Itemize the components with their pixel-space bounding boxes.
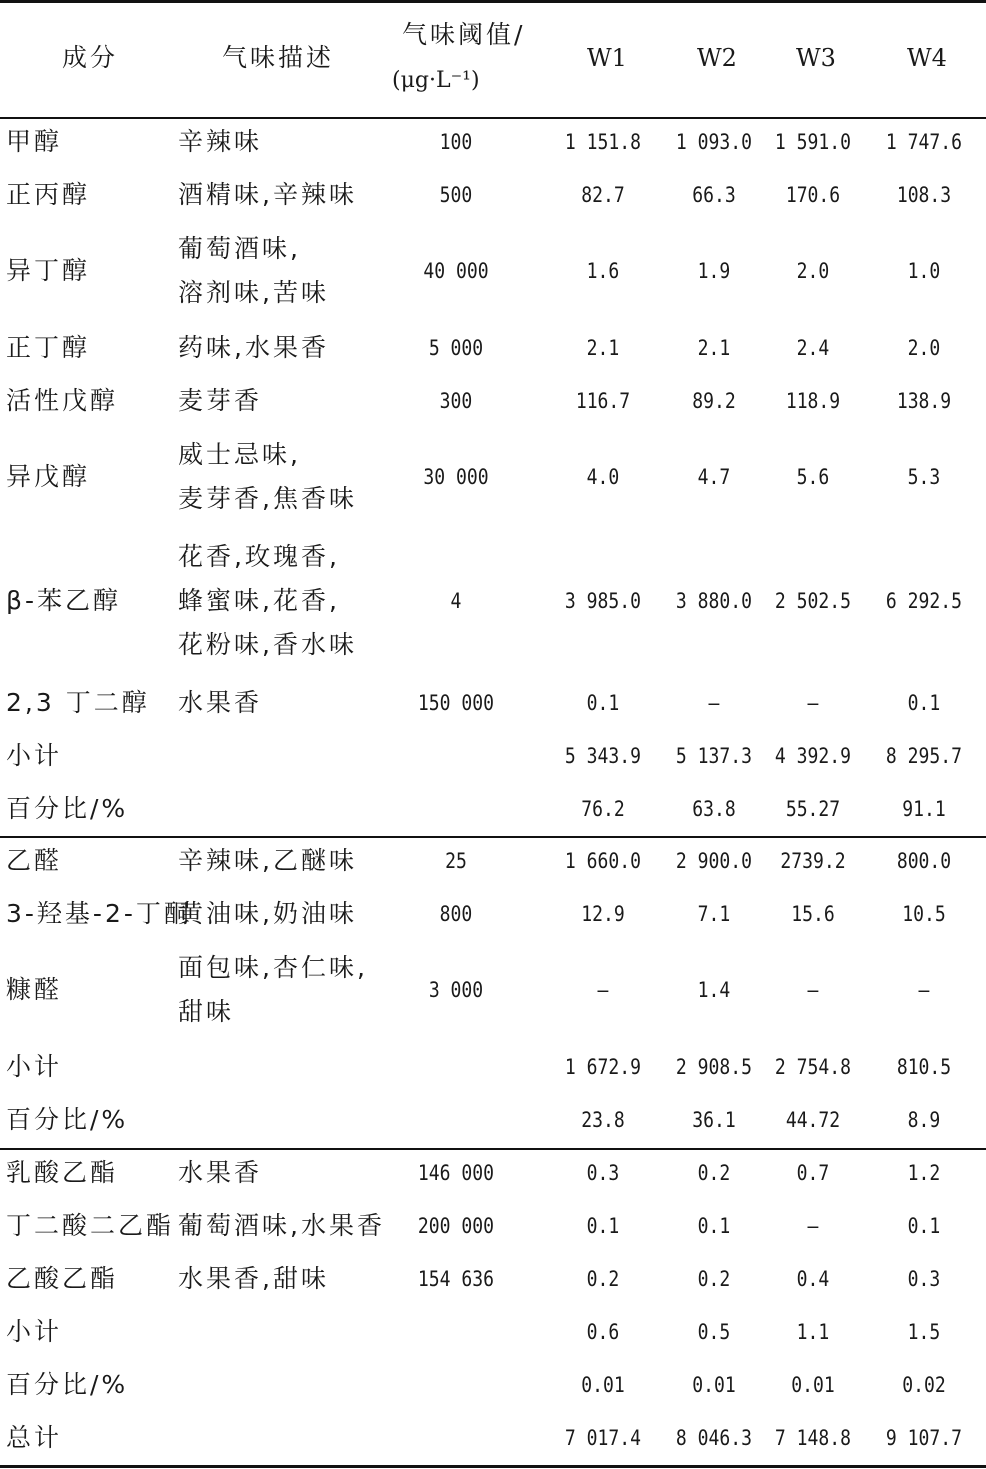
- row-component-name: 活性戊醇: [6, 386, 119, 415]
- row-w4-value: 8.9: [907, 1108, 941, 1132]
- row-w3-value: 1 591.0: [774, 130, 852, 154]
- row-component-name: 百分比/%: [6, 1105, 129, 1134]
- row-w3-value: 2 502.5: [774, 589, 852, 613]
- row-w4-value: 1 747.6: [885, 130, 963, 154]
- row-w2-value: 1.4: [697, 978, 731, 1002]
- row-w3-value: 2 754.8: [774, 1055, 852, 1079]
- row-odor-description: 水果香: [178, 688, 263, 717]
- row-w3-value: 0.7: [796, 1161, 830, 1185]
- row-component-name: 异戊醇: [6, 462, 91, 491]
- row-threshold-value: 150 000: [417, 691, 495, 715]
- row-component-name: β-苯乙醇: [6, 586, 121, 615]
- row-w2-value: 0.1: [697, 1214, 731, 1238]
- row-w2-value: 4.7: [697, 465, 731, 489]
- row-threshold-value: 4: [450, 589, 462, 613]
- row-threshold-value: 30 000: [423, 465, 489, 489]
- header-w3: W3: [796, 44, 836, 72]
- row-threshold-value: 300: [439, 389, 473, 413]
- row-threshold-value: 40 000: [423, 259, 489, 283]
- row-w4-value: 8 295.7: [885, 744, 963, 768]
- row-component-name: 小计: [6, 741, 63, 770]
- row-w3-value: 2739.2: [780, 849, 846, 873]
- table-top-rule: [0, 0, 986, 3]
- row-w1-value: 2.1: [586, 336, 620, 360]
- row-odor-description: 甜味: [178, 997, 235, 1026]
- row-w1-value: 0.3: [586, 1161, 620, 1185]
- row-w2-value: 2 908.5: [675, 1055, 753, 1079]
- row-w4-value: 1.5: [907, 1320, 941, 1344]
- row-component-name: 乳酸乙酯: [6, 1158, 119, 1187]
- row-component-name: 总计: [6, 1423, 63, 1452]
- row-odor-description: 花粉味,香水味: [178, 630, 357, 659]
- row-w1-value: 82.7: [581, 183, 625, 207]
- row-w1-value: 0.01: [581, 1373, 625, 1397]
- row-w3-value: 4 392.9: [774, 744, 852, 768]
- row-w1-value: 7 017.4: [564, 1426, 642, 1450]
- row-odor-description: 葡萄酒味,水果香: [178, 1211, 385, 1240]
- row-w2-value: 1 093.0: [675, 130, 753, 154]
- row-odor-description: 威士忌味,: [178, 440, 301, 469]
- row-w3-value: 5.6: [796, 465, 830, 489]
- row-w2-value: 2 900.0: [675, 849, 753, 873]
- row-w3-value: 118.9: [785, 389, 841, 413]
- header-odor: 气味描述: [222, 43, 335, 72]
- row-w1-value: 0.6: [586, 1320, 620, 1344]
- row-w1-value: 5 343.9: [564, 744, 642, 768]
- row-w1-value: 4.0: [586, 465, 620, 489]
- row-component-name: 正丁醇: [6, 333, 91, 362]
- row-w1-value: 0.1: [586, 691, 620, 715]
- section-rule-esters: [0, 1148, 986, 1150]
- row-threshold-value: 25: [445, 849, 467, 873]
- row-odor-description: 水果香,甜味: [178, 1264, 329, 1293]
- row-threshold-value: 500: [439, 183, 473, 207]
- row-w4-value: 108.3: [896, 183, 952, 207]
- row-component-name: 乙醛: [6, 846, 63, 875]
- row-w4-value: 0.3: [907, 1267, 941, 1291]
- row-w4-value: 800.0: [896, 849, 952, 873]
- row-w2-value: 0.01: [692, 1373, 736, 1397]
- row-w3-value: 15.6: [791, 902, 835, 926]
- row-odor-description: 麦芽香: [178, 386, 263, 415]
- row-w2-value: 66.3: [692, 183, 736, 207]
- row-component-name: 小计: [6, 1052, 63, 1081]
- row-w1-value: 0.2: [586, 1267, 620, 1291]
- row-threshold-value: 800: [439, 902, 473, 926]
- row-component-name: 百分比/%: [6, 1370, 129, 1399]
- row-component-name: 异丁醇: [6, 256, 91, 285]
- row-w2-value: 0.2: [697, 1161, 731, 1185]
- row-component-name: 百分比/%: [6, 794, 129, 823]
- row-odor-description: 麦芽香,焦香味: [178, 484, 357, 513]
- row-odor-description: 葡萄酒味,: [178, 234, 301, 263]
- row-w4-value: 0.1: [907, 691, 941, 715]
- row-odor-description: 黄油味,奶油味: [178, 899, 357, 928]
- row-w3-value: 55.27: [785, 797, 841, 821]
- row-w3-value: —: [807, 978, 819, 1002]
- row-w1-value: 12.9: [581, 902, 625, 926]
- row-w4-value: 138.9: [896, 389, 952, 413]
- row-w4-value: 810.5: [896, 1055, 952, 1079]
- row-w1-value: 1.6: [586, 259, 620, 283]
- row-w4-value: 0.1: [907, 1214, 941, 1238]
- row-w3-value: 2.0: [796, 259, 830, 283]
- row-threshold-value: 100: [439, 130, 473, 154]
- row-w2-value: 36.1: [692, 1108, 736, 1132]
- header-w4: W4: [907, 44, 947, 72]
- row-threshold-value: 200 000: [417, 1214, 495, 1238]
- row-component-name: 正丙醇: [6, 180, 91, 209]
- row-w2-value: 8 046.3: [675, 1426, 753, 1450]
- row-w3-value: —: [807, 691, 819, 715]
- table-bottom-rule: [0, 1465, 986, 1468]
- row-w4-value: 6 292.5: [885, 589, 963, 613]
- row-w4-value: 1.2: [907, 1161, 941, 1185]
- row-odor-description: 花香,玫瑰香,: [178, 542, 340, 571]
- row-w3-value: 7 148.8: [774, 1426, 852, 1450]
- row-w2-value: 0.2: [697, 1267, 731, 1291]
- row-w1-value: 76.2: [581, 797, 625, 821]
- row-w3-value: 44.72: [785, 1108, 841, 1132]
- row-w1-value: 1 660.0: [564, 849, 642, 873]
- row-w3-value: 0.4: [796, 1267, 830, 1291]
- row-odor-description: 辛辣味: [178, 127, 263, 156]
- row-component-name: 3-羟基-2-丁酮: [6, 899, 192, 928]
- row-w3-value: 1.1: [796, 1320, 830, 1344]
- row-component-name: 甲醇: [6, 127, 63, 156]
- header-threshold-line1: 气味阈值/: [402, 20, 526, 49]
- row-w1-value: 1 672.9: [564, 1055, 642, 1079]
- header-threshold-line2: (μg·L⁻¹): [392, 68, 480, 93]
- header-w2: W2: [697, 44, 737, 72]
- row-w4-value: 2.0: [907, 336, 941, 360]
- row-w1-value: 116.7: [575, 389, 631, 413]
- row-component-name: 丁二酸二乙酯: [6, 1211, 175, 1240]
- row-component-name: 乙酸乙酯: [6, 1264, 119, 1293]
- row-threshold-value: 5 000: [428, 336, 484, 360]
- row-w4-value: 1.0: [907, 259, 941, 283]
- row-w1-value: 3 985.0: [564, 589, 642, 613]
- row-threshold-value: 3 000: [428, 978, 484, 1002]
- row-w3-value: —: [807, 1214, 819, 1238]
- header-rule: [0, 117, 986, 119]
- row-w4-value: 91.1: [902, 797, 946, 821]
- row-odor-description: 水果香: [178, 1158, 263, 1187]
- row-odor-description: 酒精味,辛辣味: [178, 180, 357, 209]
- row-w2-value: 0.5: [697, 1320, 731, 1344]
- row-w2-value: 63.8: [692, 797, 736, 821]
- row-odor-description: 辛辣味,乙醚味: [178, 846, 357, 875]
- row-odor-description: 溶剂味,苦味: [178, 278, 329, 307]
- row-component-name: 小计: [6, 1317, 63, 1346]
- row-w2-value: —: [708, 691, 720, 715]
- row-w3-value: 170.6: [785, 183, 841, 207]
- row-w4-value: 10.5: [902, 902, 946, 926]
- row-w3-value: 0.01: [791, 1373, 835, 1397]
- row-w1-value: 0.1: [586, 1214, 620, 1238]
- row-threshold-value: 146 000: [417, 1161, 495, 1185]
- row-w4-value: 5.3: [907, 465, 941, 489]
- row-w2-value: 89.2: [692, 389, 736, 413]
- row-odor-description: 面包味,杏仁味,: [178, 953, 368, 982]
- row-w2-value: 5 137.3: [675, 744, 753, 768]
- row-w1-value: 1 151.8: [564, 130, 642, 154]
- row-w2-value: 3 880.0: [675, 589, 753, 613]
- row-w2-value: 7.1: [697, 902, 731, 926]
- row-odor-description: 蜂蜜味,花香,: [178, 586, 340, 615]
- row-w2-value: 2.1: [697, 336, 731, 360]
- row-w4-value: 0.02: [902, 1373, 946, 1397]
- row-threshold-value: 154 636: [417, 1267, 495, 1291]
- row-odor-description: 药味,水果香: [178, 333, 329, 362]
- row-w3-value: 2.4: [796, 336, 830, 360]
- row-w2-value: 1.9: [697, 259, 731, 283]
- header-w1: W1: [587, 44, 627, 72]
- row-component-name: 2,3 丁二醇: [6, 688, 150, 717]
- row-w1-value: —: [597, 978, 609, 1002]
- row-w4-value: —: [918, 978, 930, 1002]
- row-component-name: 糠醛: [6, 975, 63, 1004]
- header-component: 成分: [62, 43, 119, 72]
- row-w1-value: 23.8: [581, 1108, 625, 1132]
- section-rule-aldehydes: [0, 836, 986, 838]
- row-w4-value: 9 107.7: [885, 1426, 963, 1450]
